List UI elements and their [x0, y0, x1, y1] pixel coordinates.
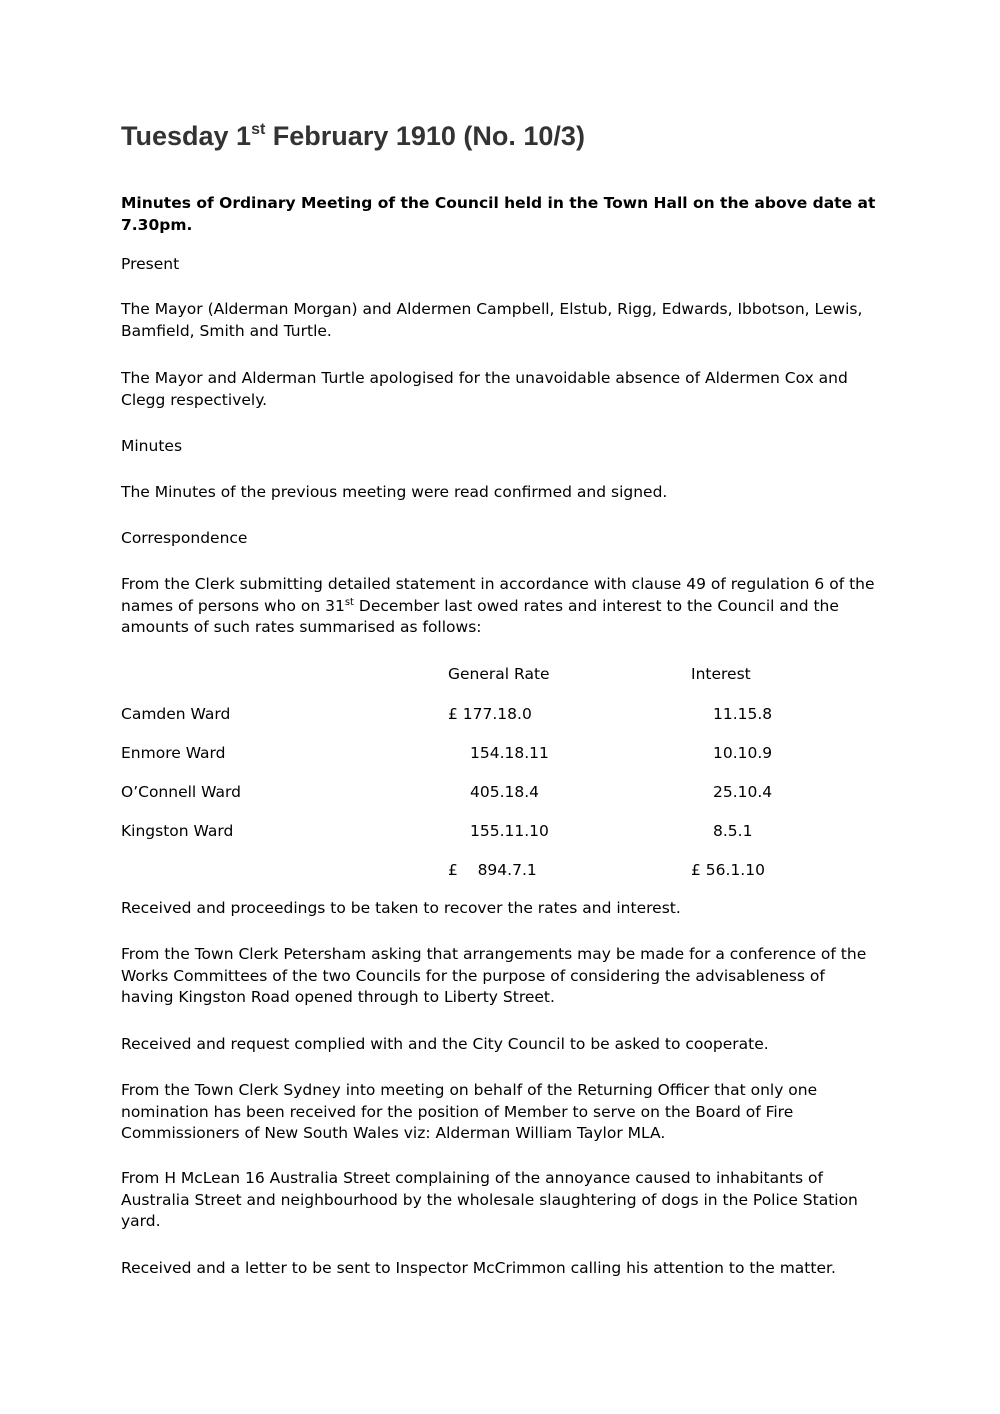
clerk-letter-superscript: st	[344, 596, 354, 608]
mclean-letter: From H McLean 16 Australia Street complaining of the annoyance caused to inhabitants of Australia Street and neighbourhood by the wholesale slaughtering of dogs in the Police Station yard.	[121, 1169, 858, 1230]
title-prefix: Tuesday 1	[121, 121, 252, 151]
header-interest: Interest	[691, 665, 751, 683]
header-general-rate: General Rate	[448, 665, 550, 683]
petersham-resolution: Received and request complied with and the City Council to be asked to cooperate.	[121, 1035, 769, 1053]
interest-value: 8.5.1	[713, 822, 753, 840]
rates-resolution: Received and proceedings to be taken to recover the rates and interest.	[121, 899, 681, 917]
general-rate-value: £ 177.18.0	[448, 705, 532, 723]
title-superscript: st	[251, 121, 266, 138]
general-rate-value: 154.18.11	[470, 744, 549, 762]
ward-name: Camden Ward	[121, 705, 231, 723]
present-heading: Present	[121, 255, 180, 273]
clerk-letter-part1: From the Clerk submitting detailed statement in accordance with clause 49 of regulation 6 of the names of persons who on 31	[121, 575, 875, 615]
meeting-intro: Minutes of Ordinary Meeting of the Council held in the Town Hall on the above date at 7.30pm.	[121, 194, 876, 234]
ward-name: Kingston Ward	[121, 822, 234, 840]
present-text: The Mayor (Alderman Morgan) and Aldermen Campbell, Elstub, Rigg, Edwards, Ibbotson, Lewis, Bamfield, Smith and Turtle.	[121, 300, 863, 340]
general-rate-value: 155.11.10	[470, 822, 549, 840]
mclean-resolution: Received and a letter to be sent to Inspector McCrimmon calling his attention to the matter.	[121, 1259, 836, 1277]
general-rate-total: £ 894.7.1	[448, 861, 537, 879]
correspondence-heading: Correspondence	[121, 529, 248, 547]
clerk-letter	[121, 574, 881, 639]
ward-name: O’Connell Ward	[121, 783, 241, 801]
page-title	[121, 121, 585, 152]
interest-total: £ 56.1.10	[691, 861, 765, 879]
minutes-heading: Minutes	[121, 437, 183, 455]
interest-value: 10.10.9	[713, 744, 773, 762]
clerk-letter-part2: December last owed rates and interest to the Council and the amounts of such rates summarised as follows:	[121, 596, 839, 636]
sydney-letter: From the Town Clerk Sydney into meeting on behalf of the Returning Officer that only one nomination has been received for the position of Member to serve on the Board of Fire Commissioners of New South Wales viz: Alderman William Taylor MLA.	[121, 1081, 818, 1142]
interest-value: 11.15.8	[713, 705, 773, 723]
general-rate-value: 405.18.4	[470, 783, 540, 801]
apology-text: The Mayor and Alderman Turtle apologised for the unavoidable absence of Aldermen Cox and Clegg respectively.	[121, 369, 848, 409]
interest-value: 25.10.4	[713, 783, 773, 801]
ward-name: Enmore Ward	[121, 744, 226, 762]
title-suffix: February 1910 (No. 10/3)	[265, 121, 585, 151]
petersham-letter: From the Town Clerk Petersham asking that arrangements may be made for a conference of the Works Committees of the two Councils for the purpose of considering the advisableness of having Kingston Road opened through to Liberty Street.	[121, 945, 867, 1006]
minutes-text: The Minutes of the previous meeting were read confirmed and signed.	[121, 483, 668, 501]
